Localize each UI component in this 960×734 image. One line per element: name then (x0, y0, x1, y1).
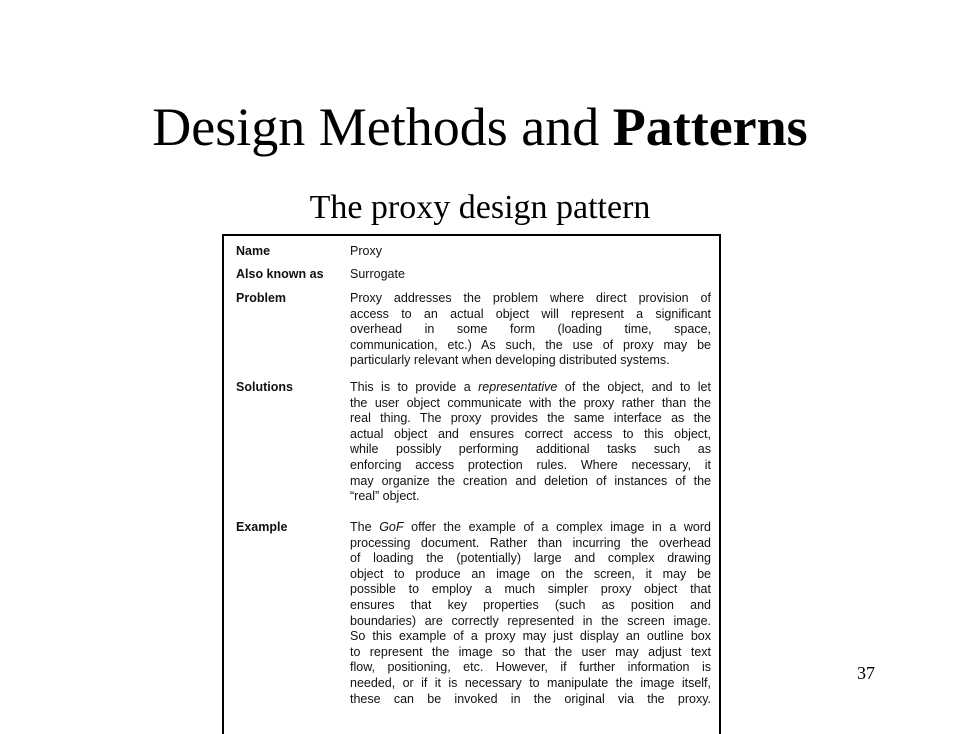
solutions-line: real thing. The proxy provides the same interface as the (350, 411, 711, 426)
slide-subtitle: The proxy design pattern (309, 189, 651, 226)
solutions-line: enforcing access protection rules. Where necessary, it (350, 457, 711, 472)
example-label: Example (236, 520, 288, 534)
example-line: So this example of a proxy may just display an outline box (350, 629, 711, 644)
example-line: ensures that key properties (such as position and (350, 597, 711, 612)
problem-text (350, 291, 711, 369)
slide-title-bold: Patterns (612, 97, 808, 157)
example-line: of loading the (potentially) large and complex drawing (350, 551, 711, 566)
solutions-line: the user object communicate with the proxy rather than the (350, 395, 711, 410)
example-line: processing document. Rather than incurring the overhead (350, 535, 711, 550)
slide-title-regular: Design Methods and (152, 97, 613, 157)
problem-label: Problem (236, 291, 287, 305)
problem-line: overhead in some form (loading time, space, (350, 322, 711, 337)
example-line: these can be invoked in the original via the proxy. (350, 691, 711, 706)
example-line: to represent the image so that the user may adjust text (350, 644, 711, 659)
pattern-table (222, 234, 721, 734)
solutions-line: “real” object. (350, 489, 420, 504)
problem-line: communication, etc.) As such, the use of proxy may be (350, 337, 711, 352)
solutions-label: Solutions (236, 380, 293, 394)
name-value: Proxy (350, 244, 382, 258)
example-line: object to produce an image on the screen, it may be (350, 566, 711, 581)
problem-line: particularly relevant when developing distributed systems. (350, 353, 670, 368)
solutions-line: This is to provide a representative of the object, and to let (350, 380, 711, 394)
solutions-line: actual object and ensures correct access to this object, (350, 426, 711, 441)
name-label: Name (236, 244, 271, 258)
example-line: boundaries) are correctly represented in the screen image. (350, 613, 711, 628)
problem-line: access to an actual object will represent a significant (350, 306, 711, 321)
problem-line: Proxy addresses the problem where direct provision of (350, 291, 711, 305)
example-text (350, 520, 711, 707)
solutions-text (350, 380, 711, 505)
example-line: flow, positioning, etc. However, if further information is (350, 660, 711, 675)
aka-value: Surrogate (350, 267, 405, 281)
slide-title (0, 92, 960, 162)
solutions-line: while possibly performing additional tasks such as (350, 442, 711, 457)
example-line: needed, or if it is necessary to manipulate the image itself, (350, 675, 711, 690)
example-line: The GoF offer the example of a complex image in a word (350, 520, 712, 534)
solutions-line: may organize the creation and deletion of instances of the (350, 473, 711, 488)
page-number: 37 (857, 663, 875, 683)
aka-label: Also known as (236, 267, 324, 281)
example-line: possible to employ a much simpler proxy object that (350, 582, 711, 597)
